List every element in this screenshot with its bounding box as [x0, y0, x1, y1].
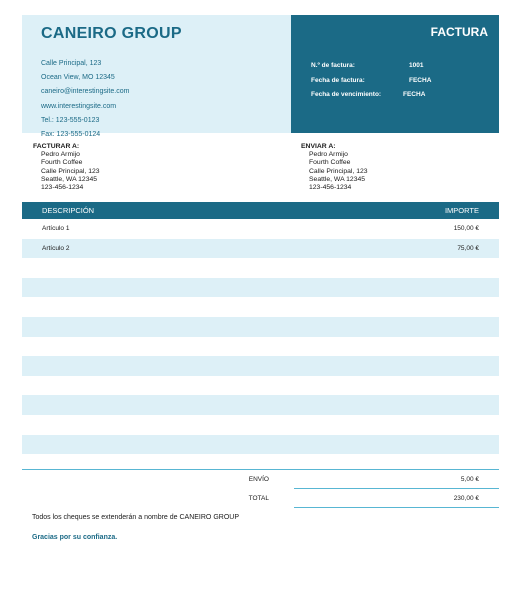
bill-to-line: Calle Principal, 123: [41, 167, 100, 175]
table-row: [22, 278, 499, 298]
due-date-row: [311, 88, 488, 103]
totals-section: [22, 469, 499, 508]
ship-to-line: Fourth Coffee: [309, 159, 351, 167]
item-amount: 75,00 €: [457, 244, 479, 252]
company-info: [22, 15, 291, 138]
table-row: [22, 356, 499, 376]
bill-to: [22, 143, 291, 202]
shipping-label: ENVÍO: [248, 476, 269, 484]
table-row: [22, 317, 499, 337]
invoice-meta: [291, 15, 499, 133]
items-table-header: [22, 202, 499, 219]
company-address-line-1: Calle Principal, 123: [41, 60, 102, 67]
shipping-value: 5,00 €: [294, 470, 499, 489]
ship-to-line: Calle Principal, 123: [309, 167, 368, 175]
company-email: caneiro@interestingsite.com: [41, 88, 130, 96]
total-label: TOTAL: [248, 495, 269, 503]
bill-to-line: Pedro Armijo: [41, 151, 80, 159]
invoice-number-label: N.º de factura:: [311, 62, 355, 69]
item-amount: 150,00 €: [453, 225, 479, 232]
ship-to-line: Pedro Armijo: [309, 151, 348, 159]
addresses: [22, 133, 499, 202]
item-description: Artículo 1: [42, 225, 70, 232]
item-description: Artículo 2: [42, 244, 70, 252]
company-website: www.interestingsite.com: [41, 102, 117, 110]
due-date-label: Fecha de vencimiento:: [311, 91, 382, 98]
company-phone: Tel.: 123-555-0123: [41, 116, 100, 124]
total-row: [22, 489, 499, 508]
invoice-page: [22, 15, 499, 541]
table-row: [22, 258, 499, 278]
invoice-number-value: 1001: [409, 62, 424, 69]
table-row: [22, 219, 499, 239]
invoice-date-row: [311, 74, 488, 89]
shipping-row: [22, 470, 499, 489]
invoice-date-label: Fecha de factura:: [311, 76, 365, 84]
bill-to-line: 123-456-1234: [41, 184, 84, 192]
bill-to-heading: FACTURAR A:: [33, 143, 80, 150]
ship-to: [291, 143, 499, 202]
bill-to-line: Seattle, WA 12345: [41, 175, 98, 183]
table-row: [22, 297, 499, 317]
table-row: [22, 395, 499, 415]
company-name: CANEIRO GROUP: [41, 25, 182, 42]
ship-to-heading: ENVIAR A:: [301, 143, 336, 150]
items-table-body: [22, 219, 499, 454]
company-fax: Fax: 123-555-0124: [41, 130, 101, 138]
table-row: [22, 415, 499, 435]
invoice-date-value: FECHA: [409, 76, 432, 84]
ship-to-line: Seattle, WA 12345: [309, 175, 366, 183]
due-date-value: FECHA: [403, 91, 426, 98]
invoice-title: FACTURA: [430, 25, 488, 39]
thank-you-message: Gracias por su confianza.: [32, 534, 118, 542]
table-row: [22, 376, 499, 396]
ship-to-line: 123-456-1234: [309, 184, 352, 192]
invoice-header: [22, 15, 499, 138]
table-row: [22, 435, 499, 455]
bill-to-line: Fourth Coffee: [41, 159, 83, 167]
description-column-header: DESCRIPCIÓN: [42, 206, 95, 215]
table-row: [22, 337, 499, 357]
invoice-number-row: [311, 59, 488, 74]
table-row: [22, 239, 499, 259]
amount-column-header: IMPORTE: [444, 206, 479, 215]
company-address-line-2: Ocean View, MO 12345: [41, 74, 115, 82]
check-payable-note: Todos los cheques se extenderán a nombre de CANEIRO GROUP: [32, 514, 239, 522]
total-value: 230,00 €: [294, 489, 499, 508]
